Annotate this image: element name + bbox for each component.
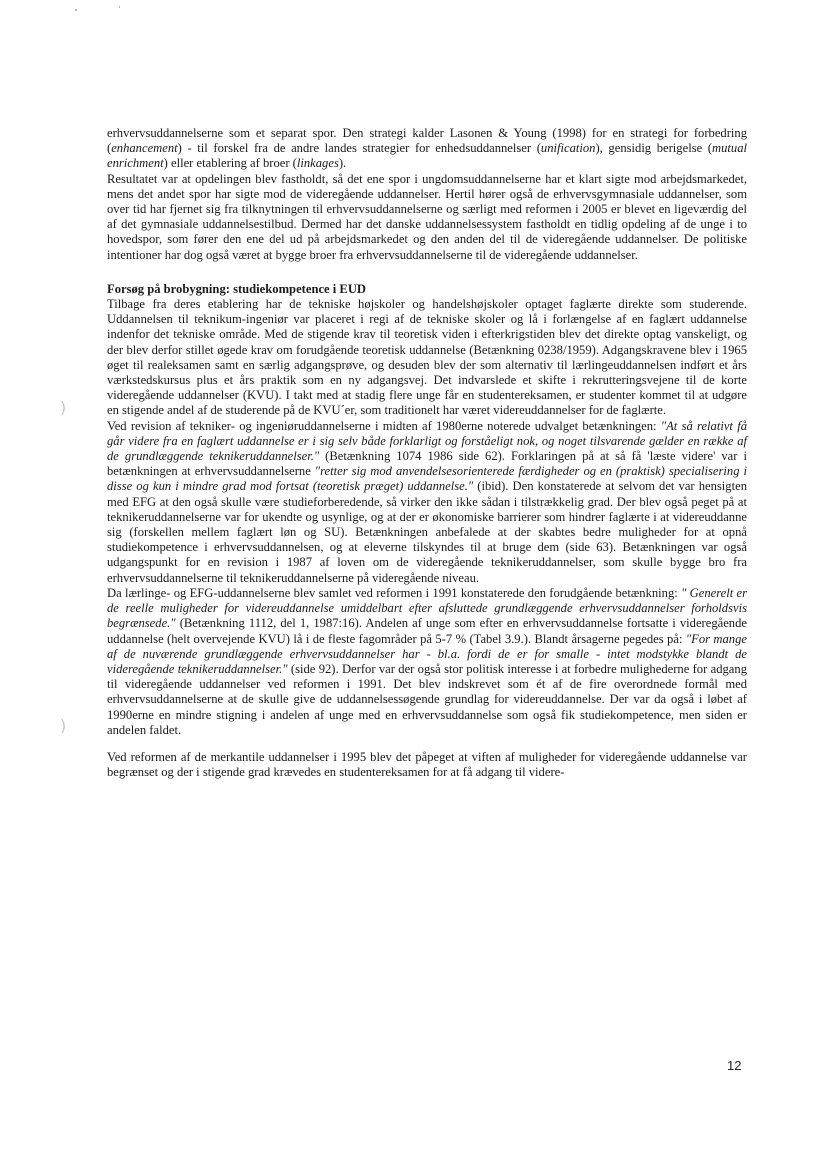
text-run: (Betænkning 1112, del 1, 1987:16). Andelen af unge som efter en erhvervsuddannelse fortsatte i videregående uddannelse (helt overvejende KVU) lå i de fleste fagområder på 5-7 % (Tabel 3.9.). Blandt årsagerne pegedes på: [107, 616, 747, 646]
text-run: ), gensidig berigelse ( [595, 141, 713, 156]
scan-speck [119, 6, 120, 8]
text-run: (ibid). Den konstaterede at selvom det var hensigten med EFG at den også skulle være studieforberedende, så virker den ikke sådan i tilstrækkelig grad. Der blev også peget på at teknikeruddannelserne var for ukendte og usynlige, og at der er økonomiske barrierer som hindrer faglærte i at videreuddanne sig (forskellen mellem faglært løn og SU). Betænkningen anbefalede at der skabtes bedre muligheder for at opnå studiekompetence i erhvervsuddannelsen, og at eleverne tilskyndes til at bruge dem (side 63). Betænkningen var også udgangspunkt for en revision i 1987 af loven om de videregående teknikeruddannelser, som skulle bygge bro fra erhvervsuddannelserne til teknikeruddannelserne på videregående niveau. [107, 479, 747, 585]
paragraph [107, 419, 747, 586]
text-run: Ved reformen af de merkantile uddannelser i 1995 blev det påpeget at viften af muligheder for videregående uddannelse var begrænset og der i stigende grad krævedes en studentereksamen for at få adgang til videre- [107, 749, 747, 780]
text-run: erhvervsuddannelserne som et separat spor. Den strategi kalder Lasonen & Young (1998) for en strategi for forbedring ( [107, 126, 747, 156]
section-heading: Forsøg på brobygning: studiekompetence i EUD [107, 281, 367, 296]
text-run: ). [338, 156, 347, 171]
text-run: Resultatet var at opdelingen blev fastholdt, så det ene spor i ungdomsuddannelserne har et klart sigte mod arbejdsmarkedet, mens det andet spor har sigte mod de videregående uddannelser. Hertil hører også de erhvervsgymnasiale uddannelser, som over tid har fjernet sig fra tilknytningen til erhvervsuddannelserne og særligt med reformen i 2005 er blevet en ligeværdig del af det gymnasiale uddannelsestilbud. Dermed har det danske uddannelsessystem fastholdt en tidlig opdeling af de unge i to hovedspor, som fører den ene del ud på arbejdsmarkedet og den anden del til de videregående uddannelser. De politiske intentioner har dog også været at bygge broer fra erhvervsuddannelserne til de videregående uddannelser. [107, 171, 747, 262]
italic-text-run: "At så relativt få går videre fra en faglært uddannelse er i sig selv både forklarligt og forståeligt nok, og noget tilsvarende gælder en række af de grundlæggende teknikeruddannelser." [107, 418, 747, 464]
scan-speck [75, 9, 77, 11]
paragraph [107, 297, 747, 419]
section-body [107, 297, 747, 780]
punch-hole-mark: ) [60, 716, 67, 735]
text-run: (side 92). Derfor var der også stor politisk interesse i at forbedre mulighederne for adgang til videregående uddannelser ved reformen i 1991. Det blev indskrevet som ét af de fire overordnede formål med erhvervsuddannelserne at de skulle give de uddannelsessøgende grundlag for videreuddannelse. Der var da også i løbet af 1990erne en mindre stigning i andelen af unge med en erhvervsuddannelse som også fik studiekompetence, men siden er andelen faldet. [107, 661, 747, 737]
text-run: Ved revision af tekniker- og ingeniøruddannelserne i midten af 1980erne noterede udvalget betænkningen: [107, 418, 661, 433]
text-run: ) eller etablering af broer ( [163, 156, 297, 171]
italic-text-run: "retter sig mod anvendelsesorienterede færdigheder og en (praktisk) specialisering i disse og kun i mindre grad mod fortsat (teoretisk præget) uddannelse." [107, 464, 747, 494]
text-run: Tilbage fra deres etablering har de tekniske højskoler og handelshøjskoler optaget faglærte direkte som studerende. Uddannelsen til teknikum-ingeniør var placeret i regi af de tekniske skoler og lå i forlængelse af en faglært uddannelse indenfor det tekniske område. Med de stigende krav til teoretisk viden i efterkrigstiden blev det direkte optag vanskeligt, og der blev derfor stillet øgede krav om forudgående teoretisk uddannelse (Betænkning 0238/1959). Adgangskravene blev i 1965 øget til realeksamen samt en særlig adgangsprøve, og desuden blev der som alternativ til lærlingeuddannelsen indført et års værkstedskursus plus et års praktik som en ny adgangsvej. Det indvarslede et skifte i rekrutteringsvejene til de korte videregående uddannelser (KVU). I takt med at stadig flere unge får en studentereksamen, er studenter kommet til at udgøre en stigende andel af de studerende på de KVU´er, som traditionelt har været videreuddannelser for de faglærte. [107, 297, 747, 418]
italic-text-run: unification [540, 141, 596, 156]
text-run: Da lærlinge- og EFG-uddannelserne blev samlet ved reformen i 1991 konstaterede den forudgående betænkning: [107, 585, 682, 600]
paragraph [107, 586, 747, 738]
paragraph [107, 126, 747, 172]
intro-paragraphs [107, 126, 747, 263]
paragraph [107, 172, 747, 263]
document-body [107, 126, 747, 780]
punch-hole-mark: ) [60, 398, 67, 417]
italic-text-run: enhancement [111, 141, 178, 156]
italic-text-run: " Generelt er de reelle muligheder for videreuddannelse umiddelbart efter afsluttede grundlæggende erhvervsuddannelser forholdsvis begrænsede." [107, 585, 748, 631]
italic-text-run: linkages [296, 156, 339, 171]
page-number: 12 [727, 1058, 742, 1073]
text-run: (Betænkning 1074 1986 side 62). Forklaringen på at så få 'læste videre' var i betænkningen at erhvervsuddannelserne [107, 449, 747, 479]
paragraph [107, 750, 747, 780]
text-run: ) - til forskel fra de andre landes strategier for enhedsuddannelser ( [177, 141, 541, 156]
italic-text-run: mutual enrichment [107, 141, 747, 171]
italic-text-run: "For mange af de nuværende grundlæggende erhvervsuddannelser har - bl.a. fordi de er for smalle - intet modstykke blandt de videregående teknikeruddannelser." [107, 631, 747, 676]
